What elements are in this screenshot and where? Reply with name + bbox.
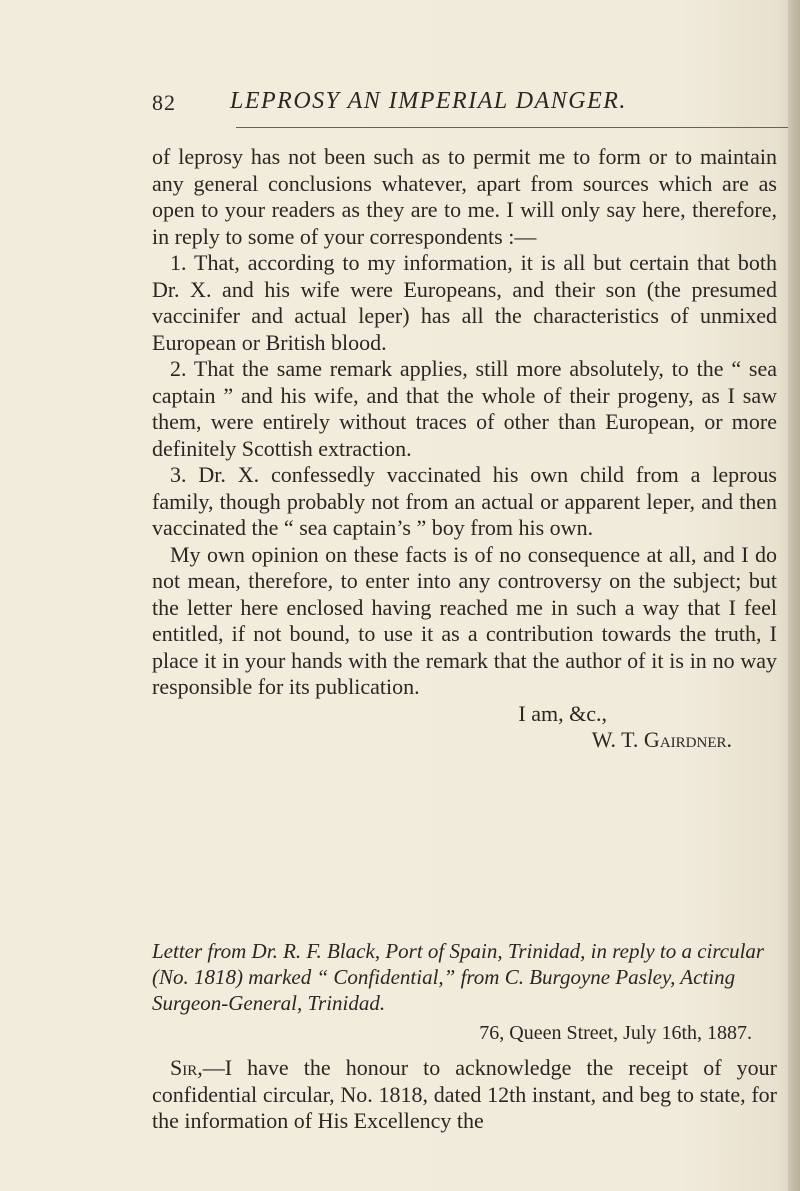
page-header	[152, 90, 792, 122]
letter-address: 76, Queen Street, July 16th, 1887.	[479, 1022, 752, 1044]
closing-block	[152, 701, 777, 754]
running-title: LEPROSY AN IMPERIAL DANGER.	[230, 88, 627, 114]
letter-heading: Letter from Dr. R. F. Black, Port of Spain, Trinidad, in reply to a circular (No. 1818) marked “ Confidential,” from C. Burgoyne Pasley, Acting Surgeon-General, Trinidad.	[152, 939, 765, 1015]
page-edge	[788, 0, 800, 1191]
letter-text: —I have the honour to acknowledge the receipt of your confidential circular, No. 1818, dated 12th instant, and beg to state, for the information of His Excellency the	[152, 1055, 777, 1133]
closing-line: I am, &c.,	[518, 700, 607, 726]
paragraph: 2. That the same remark applies, still more absolutely, to the “ sea captain ” and his wife, and that the whole of their progeny, as I saw them, were entirely without traces of other than European, or more definitely Scottish extraction.	[152, 356, 777, 461]
paragraph: of leprosy has not been such as to permit me to form or to maintain any general conclusions whatever, apart from sources which are as open to your readers as they are to me. I will only say here, therefore, in reply to some of your correspondents :—	[152, 144, 777, 249]
salutation: Sir,	[170, 1055, 203, 1080]
body-text	[152, 144, 777, 754]
paragraph: 3. Dr. X. confessedly vaccinated his own child from a leprous family, though probably not from an actual or apparent leper, and then vaccinated the “ sea captain’s ” boy from his own.	[152, 462, 777, 540]
paragraph: 1. That, according to my information, it is all but certain that both Dr. X. and his wife were Europeans, and their son (the presumed vaccinifer and actual leper) has all the characteristics of unmixed European or British blood.	[152, 250, 777, 355]
letter-body	[152, 1055, 777, 1135]
signature: W. T. Gairdner.	[591, 727, 732, 752]
page-number: 82	[152, 90, 176, 115]
header-rule	[236, 127, 796, 128]
paragraph: My own opinion on these facts is of no consequence at all, and I do not mean, therefore, to enter into any controversy on the subject; but the letter here enclosed having reached me in such a way that I feel entitled, if not bound, to use it as a contribution towards the truth, I place it in your hands with the remark that the author of it is in no way responsible for its publication.	[152, 541, 777, 699]
